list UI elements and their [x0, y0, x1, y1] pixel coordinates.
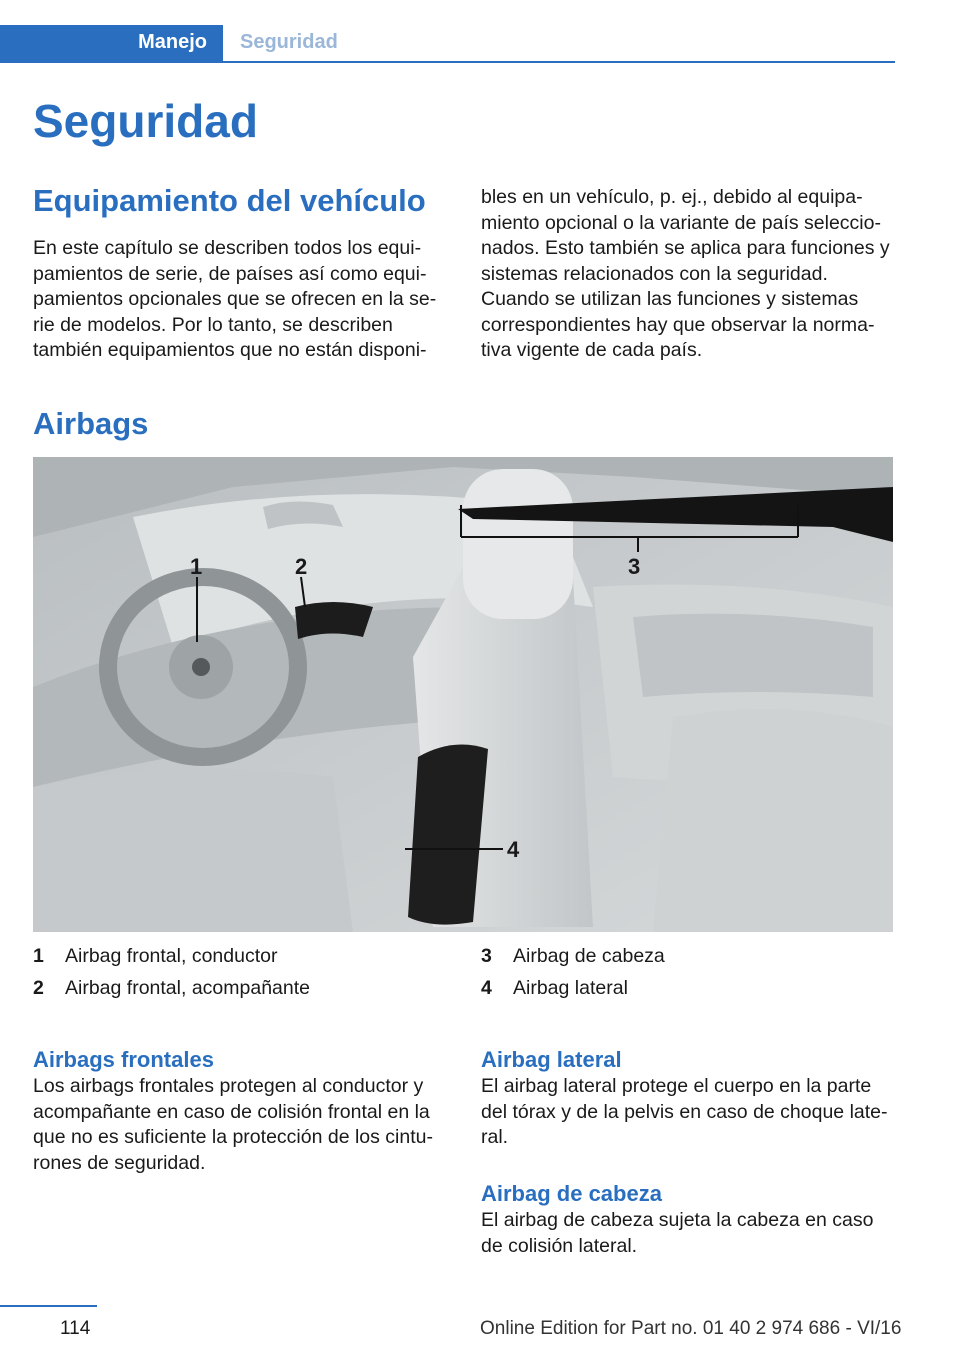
legend-number: 4: [481, 977, 492, 999]
text-line: que no es suficiente la protección de los cintu-: [33, 1126, 433, 1148]
airbag-illustration: [33, 457, 893, 932]
tab-manejo-label: Manejo: [138, 31, 207, 53]
equipment-text-right: [481, 185, 896, 364]
text-line: ral.: [481, 1126, 509, 1148]
tab-manejo[interactable]: [0, 25, 223, 61]
legend-number: 1: [33, 945, 44, 967]
text-line: pamientos de serie, de países así como equi-: [33, 262, 427, 285]
text-line: del tórax y de la pelvis en caso de choque late-: [481, 1100, 888, 1123]
text-line: tiva vigente de cada país.: [481, 339, 703, 361]
lateral-heading: Airbag lateral: [481, 1047, 622, 1072]
text-line: sistemas relacionados con la seguridad.: [481, 262, 828, 285]
callout-3: 3: [628, 554, 641, 579]
callout-2: 2: [295, 554, 308, 579]
head-heading: Airbag de cabeza: [481, 1181, 662, 1206]
page-title: Seguridad: [33, 95, 258, 147]
car-interior-drawing: [33, 457, 893, 932]
text-line: pamientos opcionales que se ofrecen en la se-: [33, 288, 437, 310]
section-heading-equipment: Equipamiento del vehículo: [33, 183, 426, 218]
text-line: de colisión lateral.: [481, 1234, 638, 1257]
text-line: rones de seguridad.: [33, 1151, 206, 1174]
text-line: acompañante en caso de colisión frontal en la: [33, 1100, 430, 1123]
tab-seguridad[interactable]: Seguridad: [240, 31, 338, 53]
legend-number: 2: [33, 977, 44, 999]
text-line: En este capítulo se describen todos los equi-: [33, 237, 422, 259]
text-line: El airbag de cabeza sujeta la cabeza en caso: [481, 1209, 874, 1231]
text-line: también equipamientos que no están disponi-: [33, 339, 427, 361]
lateral-section: [481, 1046, 901, 1151]
callout-1: 1: [190, 554, 203, 579]
text-line: Cuando se utilizan las funciones y sistemas: [481, 288, 859, 310]
text-line: correspondientes hay que observar la norma-: [481, 313, 875, 336]
text-line: rie de modelos. Por lo tanto, se describen: [33, 313, 393, 336]
footer-divider: [0, 1305, 97, 1307]
legend-label: Airbag de cabeza: [513, 945, 665, 967]
text-line: miento opcional o la variante de país seleccio-: [481, 211, 881, 234]
legend-label: Airbag frontal, conductor: [65, 945, 278, 967]
edition-text: Online Edition for Part no. 01 40 2 974 686 - VI/16: [480, 1318, 902, 1339]
frontal-heading: Airbags frontales: [33, 1047, 214, 1072]
text-line: El airbag lateral protege el cuerpo en la parte: [481, 1075, 872, 1097]
legend-label: Airbag frontal, acompañante: [65, 977, 310, 999]
equipment-text-left: [33, 236, 448, 364]
text-line: nados. Esto también se aplica para funciones y: [481, 237, 890, 259]
text-line: bles en un vehículo, p. ej., debido al equipa-: [481, 186, 863, 208]
frontal-section: [33, 1046, 453, 1176]
legend-number: 3: [481, 945, 492, 967]
callout-4: 4: [507, 837, 520, 862]
head-section: [481, 1180, 901, 1259]
legend-label: Airbag lateral: [513, 977, 628, 999]
page-number: 114: [60, 1318, 91, 1339]
section-heading-airbags: Airbags: [33, 406, 149, 441]
header-tab-bar: [0, 25, 895, 63]
text-line: Los airbags frontales protegen al conductor y: [33, 1075, 424, 1097]
